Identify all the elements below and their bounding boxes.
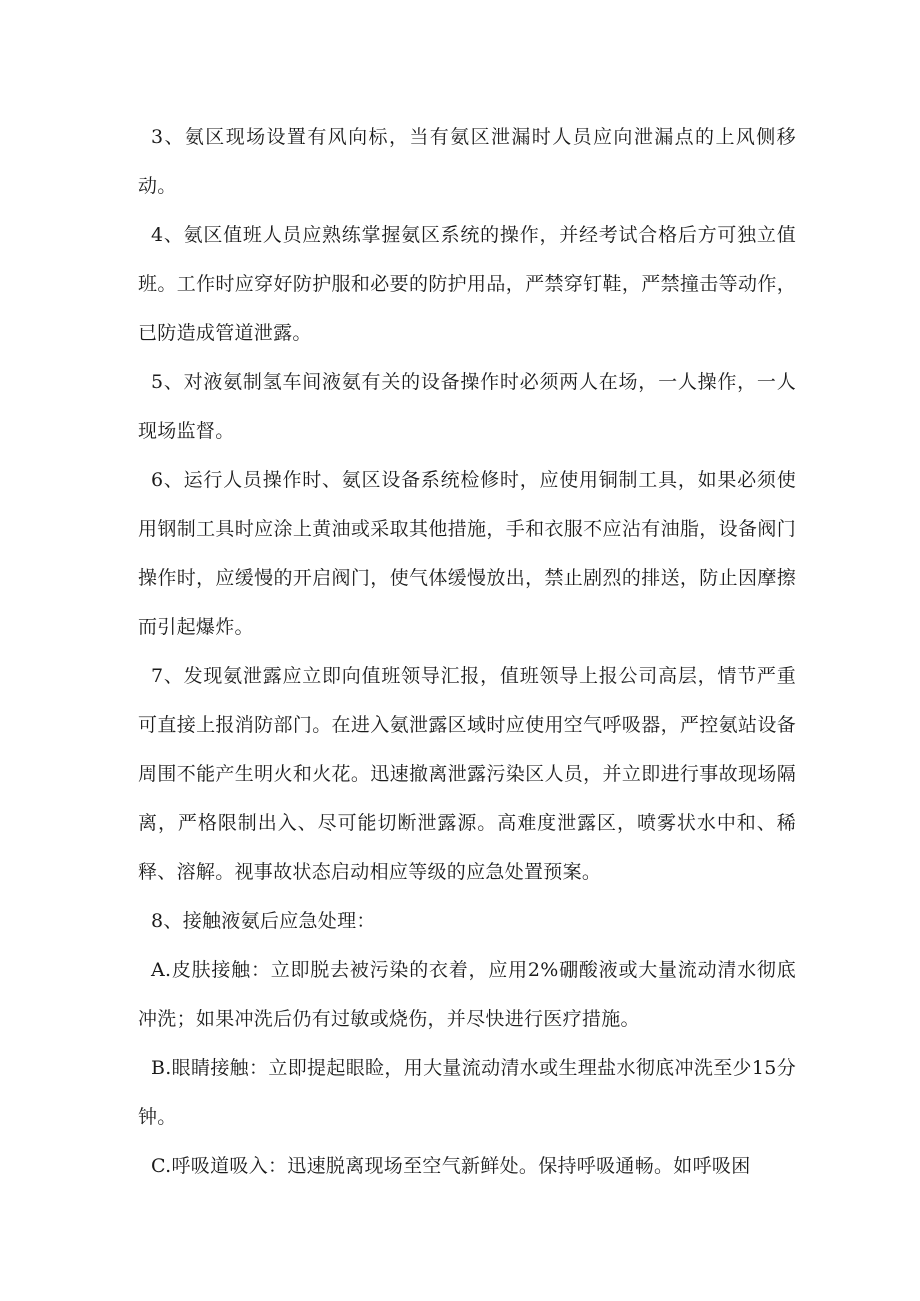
- paragraph-item-8a: A.皮肤接触：立即脱去被污染的衣着，应用2%硼酸液或大量流动清水彻底冲洗；如果冲洗后仍有过敏或烧伤，并尽快进行医疗措施。: [138, 959, 796, 1030]
- paragraph-item-8: 8、接触液氨后应急处理：: [151, 910, 376, 932]
- paragraph-item-5: 5、对液氨制氢车间液氨有关的设备操作时必须两人在场，一人操作，一人现场监督。: [138, 371, 796, 442]
- paragraph-item-4: 4、氨区值班人员应熟练掌握氨区系统的操作，并经考试合格后方可独立值班。工作时应穿好防护服和必要的防护用品，严禁穿钉鞋，严禁撞击等动作，已防造成管道泄露。: [138, 224, 796, 344]
- paragraph-item-8b: B.眼睛接触：立即提起眼睑，用大量流动清水或生理盐水彻底冲洗至少15分钟。: [138, 1057, 796, 1128]
- paragraph-item-6: 6、运行人员操作时、氨区设备系统检修时，应使用铜制工具，如果必须使用钢制工具时应涂上黄油或采取其他措施，手和衣服不应沾有油脂，设备阀门操作时，应缓慢的开启阀门，使气体缓慢放出，禁止剧烈的排送，防止因摩擦而引起爆炸。: [138, 469, 796, 638]
- paragraph-item-3: 3、氨区现场设置有风向标，当有氨区泄漏时人员应向泄漏点的上风侧移动。: [138, 126, 796, 197]
- document-body: [138, 113, 796, 1191]
- paragraph-item-8c: C.呼吸道吸入：迅速脱离现场至空气新鲜处。保持呼吸通畅。如呼吸困: [151, 1155, 751, 1177]
- paragraph-item-7: 7、发现氨泄露应立即向值班领导汇报，值班领导上报公司高层，情节严重可直接上报消防部门。在进入氨泄露区域时应使用空气呼吸器，严控氨站设备周围不能产生明火和火花。迅速撤离泄露污染区人员，并立即进行事故现场隔离，严格限制出入、尽可能切断泄露源。高难度泄露区，喷雾状水中和、稀释、溶解。视事故状态启动相应等级的应急处置预案。: [138, 665, 796, 883]
